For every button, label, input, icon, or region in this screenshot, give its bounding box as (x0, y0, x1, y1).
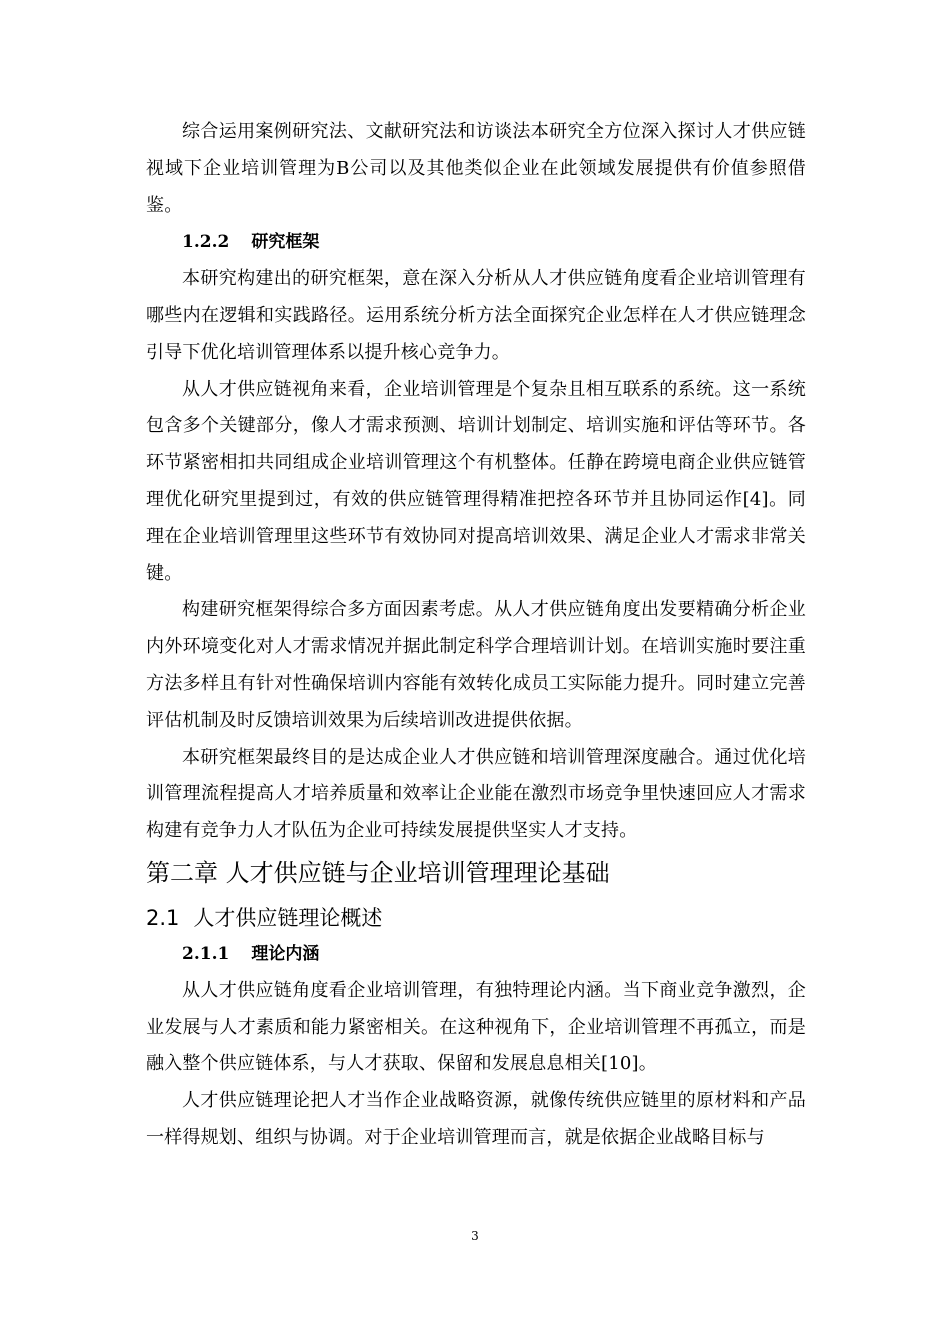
paragraph-theory-connotation: 从人才供应链角度看企业培训管理，有独特理论内涵。当下商业竞争激烈，企业发展与人才素质和能力紧密相关。在这种视角下，企业培训管理不再孤立，而是融入整个供应链体系，与人才获取、保留和发展息息相关[10]。 (146, 979, 806, 1075)
paragraph-framework-intro: 本研究构建出的研究框架，意在深入分析从人才供应链角度看企业培训管理有哪些内在逻辑和实践路径。运用系统分析方法全面探究企业怎样在人才供应链理念引导下优化培训管理体系以提升核心竞争力。 (146, 268, 806, 363)
heading-number: 2.1.1 (182, 943, 230, 964)
page-number: 3 (471, 1229, 479, 1243)
heading-number: 1.2.2 (182, 232, 230, 253)
paragraph-framework-goal: 本研究框架最终目的是达成企业人才供应链和培训管理深度融合。通过优化培训管理流程提高人才培养质量和效率让企业能在激烈市场竞争里快速回应人才需求构建有竞争力人才队伍为企业可持续发展提供坚实人才支持。 (146, 746, 806, 842)
heading-1-2-2 (146, 224, 806, 261)
paragraph-theory-resource: 人才供应链理论把人才当作企业战略资源，就像传统供应链里的原材料和产品一样得规划、组织与协调。对于企业培训管理而言，就是依据企业战略目标与 (146, 1090, 806, 1148)
section-title: 人才供应链理论概述 (193, 905, 383, 930)
section-number: 2.1 (146, 905, 180, 930)
heading-2-1-1 (146, 936, 806, 973)
paragraph-methods: 综合运用案例研究法、文献研究法和访谈法本研究全方位深入探讨人才供应链视域下企业培训管理为B公司以及其他类似企业在此领域发展提供有价值参照借鉴。 (146, 121, 806, 216)
chapter-title: 第二章 人才供应链与企业培训管理理论基础 (146, 858, 610, 887)
section-2-1 (146, 898, 806, 936)
paragraph-framework-factors: 构建研究框架得综合多方面因素考虑。从人才供应链角度出发要精确分析企业内外环境变化对人才需求情况并据此制定科学合理培训计划。在培训实施时要注重方法多样且有针对性确保培训内容能有效转化成员工实际能力提升。同时建立完善评估机制及时反馈培训效果为后续培训改进提供依据。 (146, 599, 806, 731)
heading-title: 理论内涵 (251, 943, 320, 964)
paragraph-framework-system: 从人才供应链视角来看，企业培训管理是个复杂且相互联系的系统。这一系统包含多个关键部分，像人才需求预测、培训计划制定、培训实施和评估等环节。各环节紧密相扣共同组成企业培训管理这个有机整体。任静在跨境电商企业供应链管理优化研究里提到过，有效的供应链管理得精准把控各环节并且协同运作[4]。同理在企业培训管理里这些环节有效协同对提高培训效果、满足企业人才需求非常关键。 (146, 378, 806, 584)
heading-title: 研究框架 (251, 232, 320, 253)
document-page (146, 114, 806, 1157)
